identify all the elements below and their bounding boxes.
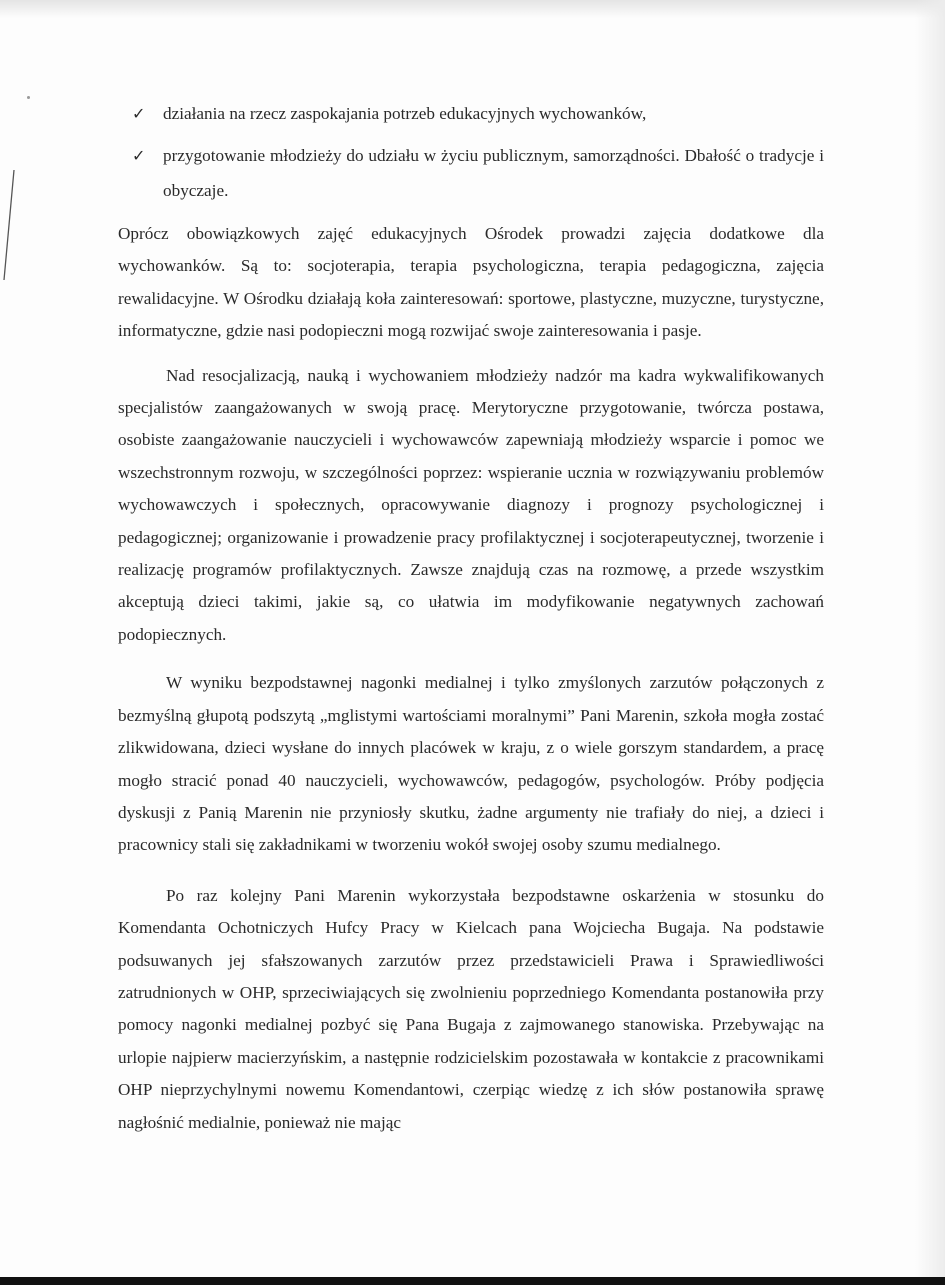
- paragraph-commander: Po raz kolejny Pani Marenin wykorzystała bezpodstawne oskarżenia w stosunku do Komendanta Ochotniczych Hufcy Pracy w Kielcach pana Wojciecha Bugaja. Na podstawie podsuwanych jej sfałszowanych zarzutów przez przedstawicieli Prawa i Sprawiedliwości zatrudnionych w OHP, sprzeciwiających się zwolnieniu poprzedniego Komendanta postanowiła przy pomocy nagonki medialnej pozbyć się Pana Bugaja z zajmowanego stanowiska. Przebywając na urlopie najpierw macierzyńskim, a następnie rodzicielskim pozostawała w kontakcie z pracownikami OHP nieprzychylnymi nowemu Komendantowi, czerpiąc wiedzę z ich słów postanowiła sprawę nagłośnić medialnie, ponieważ nie mając: [118, 885, 824, 1132]
- paragraph-activities: Oprócz obowiązkowych zajęć edukacyjnych Ośrodek prowadzi zajęcia dodatkowe dla wychowanków. Są to: socjoterapia, terapia psychologiczna, terapia pedagogiczna, zajęcia rewalidacyjne. W Ośrodku działają koła zainteresowań: sportowe, plastyczne, muzyczne, turystyczne, informatyczne, gdzie nasi podopieczni mogą rozwijać swoje zainteresowania i pasje.: [118, 224, 824, 341]
- paragraph-media-campaign: W wyniku bezpodstawnej nagonki medialnej i tylko zmyślonych zarzutów połączonych z bezmyślną głupotą podszytą „mglistymi wartościami moralnymi” Pani Marenin, szkoła mogła zostać zlikwidowana, dzieci wysłane do innych placówek w kraju, z o wiele gorszym standardem, a pracę mogło stracić ponad 40 nauczycieli, wychowawców, pedagogów, psychologów. Próby podjęcia dyskusji z Panią Marenin nie przyniosły skutku, żadne argumenty nie trafiały do niej, a dzieci i pracownicy stali się zakładnikami w tworzeniu wokół swojej osoby szumu medialnego.: [118, 673, 824, 855]
- document-body: [118, 96, 824, 1139]
- scan-left-fold-mark: [0, 170, 20, 280]
- bullet-text: działania na rzecz zaspokajania potrzeb edukacyjnych wychowanków,: [163, 104, 647, 123]
- scan-right-edge: [915, 0, 945, 1285]
- bullet-item: [118, 138, 824, 208]
- checkmark-icon: ✓: [132, 146, 146, 165]
- scan-bottom-border: [0, 1277, 945, 1285]
- paragraph-staff: Nad resocjalizacją, nauką i wychowaniem młodzieży nadzór ma kadra wykwalifikowanych specjalistów zaangażowanych w swoją pracę. Merytoryczne przygotowanie, twórcza postawa, osobiste zaangażowanie nauczycieli i wychowawców zapewniają młodzieży wsparcie i pomoc we wszechstronnym rozwoju, w szczególności poprzez: wspieranie ucznia w rozwiązywaniu problemów wychowawczych i społecznych, opracowywanie diagnozy i prognozy psychologicznej i pedagogicznej; organizowanie i prowadzenie pracy profilaktycznej i socjoterapeutycznej, tworzenie i realizację programów profilaktycznych. Zawsze znajdują czas na rozmowę, a przede wszystkim akceptują dzieci takimi, jakie są, co ułatwia im modyfikowanie negatywnych zachowań podopiecznych.: [118, 365, 824, 644]
- bullet-item: [118, 96, 824, 131]
- checkmark-icon: ✓: [132, 104, 146, 123]
- scan-top-shadow: [0, 0, 945, 18]
- bullet-text: przygotowanie młodzieży do udziału w życiu publicznym, samorządności. Dbałość o tradycje i obyczaje.: [163, 146, 824, 200]
- scan-speck: [27, 96, 30, 99]
